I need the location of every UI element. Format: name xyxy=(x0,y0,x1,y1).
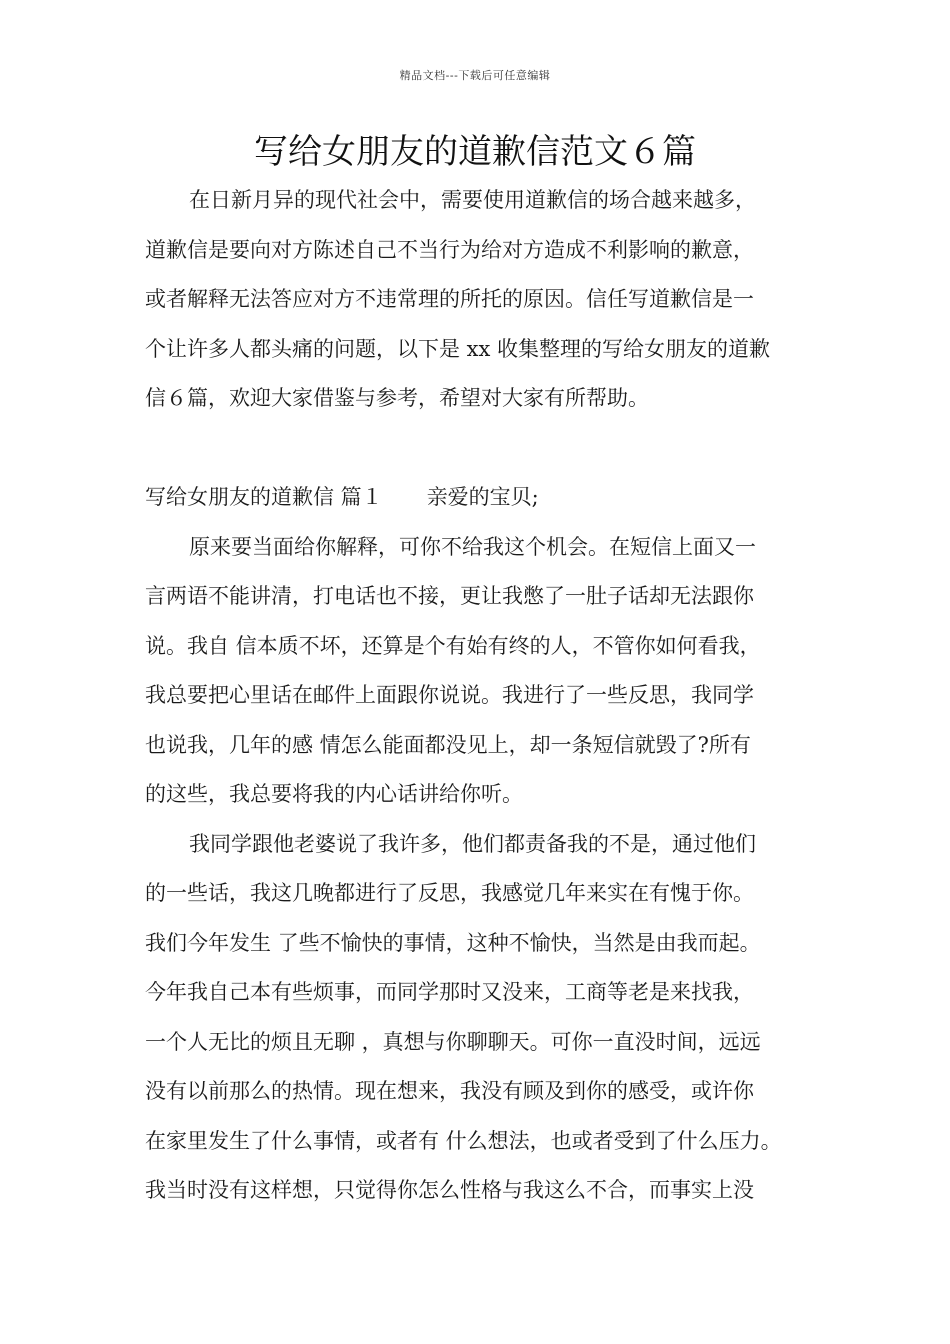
text-line: 一个人无比的烦且无聊 ，真想与你聊聊天。可你一直没时间，远远 xyxy=(145,1029,761,1054)
text-line: 也说我，几年的感 情怎么能面都没见上，却一条短信就毁了?所有 xyxy=(145,732,751,757)
letter-paragraph-1 xyxy=(145,523,820,820)
intro-paragraph xyxy=(145,176,820,424)
text-line: 道歉信是要向对方陈述自己不当行为给对方造成不利影响的歉意， xyxy=(145,237,754,262)
letter-heading: 写给女朋友的道歉信 篇１ xyxy=(145,485,383,509)
text-line: 我当时没有这样想，只觉得你怎么性格与我这么不合，而事实上没 xyxy=(145,1178,754,1202)
text-line: 在日新月异的现代社会中，需要使用道歉信的场合越来越多， xyxy=(189,188,756,212)
text-line: 今年我自己本有些烦事，而同学那时又没来，工商等老是来找我， xyxy=(145,980,754,1004)
text-line: 或者解释无法答应对方不违常理的所托的原因。信任写道歉信是一 xyxy=(145,287,754,311)
blank-line xyxy=(145,424,820,474)
letter-heading-row xyxy=(145,473,820,523)
text-line: 我总要把心里话在邮件上面跟你说说。我进行了一些反思，我同学 xyxy=(145,683,754,707)
text-line: 说。我自 信本质不坏，还算是个有始有终的人，不管你如何看我， xyxy=(145,633,761,658)
text-line: 言两语不能讲清，打电话也不接，更让我憋了一肚子话却无法跟你 xyxy=(145,584,754,608)
letter-salutation: 亲爱的宝贝; xyxy=(426,485,539,509)
text-line: 我同学跟他老婆说了我许多，他们都责备我的不是，通过他们 xyxy=(189,831,756,856)
text-line: 的这些，我总要将我的内心话讲给你听。 xyxy=(145,782,523,806)
text-line: 原来要当面给你解释，可你不给我这个机会。在短信上面又一 xyxy=(189,534,756,559)
text-line: 没有以前那么的热情。现在想来，我没有顾及到你的感受，或许你 xyxy=(145,1079,754,1103)
text-line: 在家里发生了什么事情，或者有 什么想法，也或者受到了什么压力。 xyxy=(145,1128,782,1153)
page-header: 精品文档---下载后可任意编辑 xyxy=(399,69,551,82)
text-line: 信６篇，欢迎大家借鉴与参考，希望对大家有所帮助。 xyxy=(145,386,649,410)
document-body xyxy=(145,176,820,1216)
text-line: 个让许多人都头痛的问题，以下是 xx 收集整理的写给女朋友的道歉 xyxy=(145,336,771,361)
letter-paragraph-2 xyxy=(145,820,820,1216)
document-title: 写给女朋友的道歉信范文６篇 xyxy=(254,132,696,172)
text-line: 的一些话，我这几晚都进行了反思，我感觉几年来实在有愧于你。 xyxy=(145,881,754,905)
text-line: 我们今年发生 了些不愉快的事情，这种不愉快，当然是由我而起。 xyxy=(145,930,761,955)
